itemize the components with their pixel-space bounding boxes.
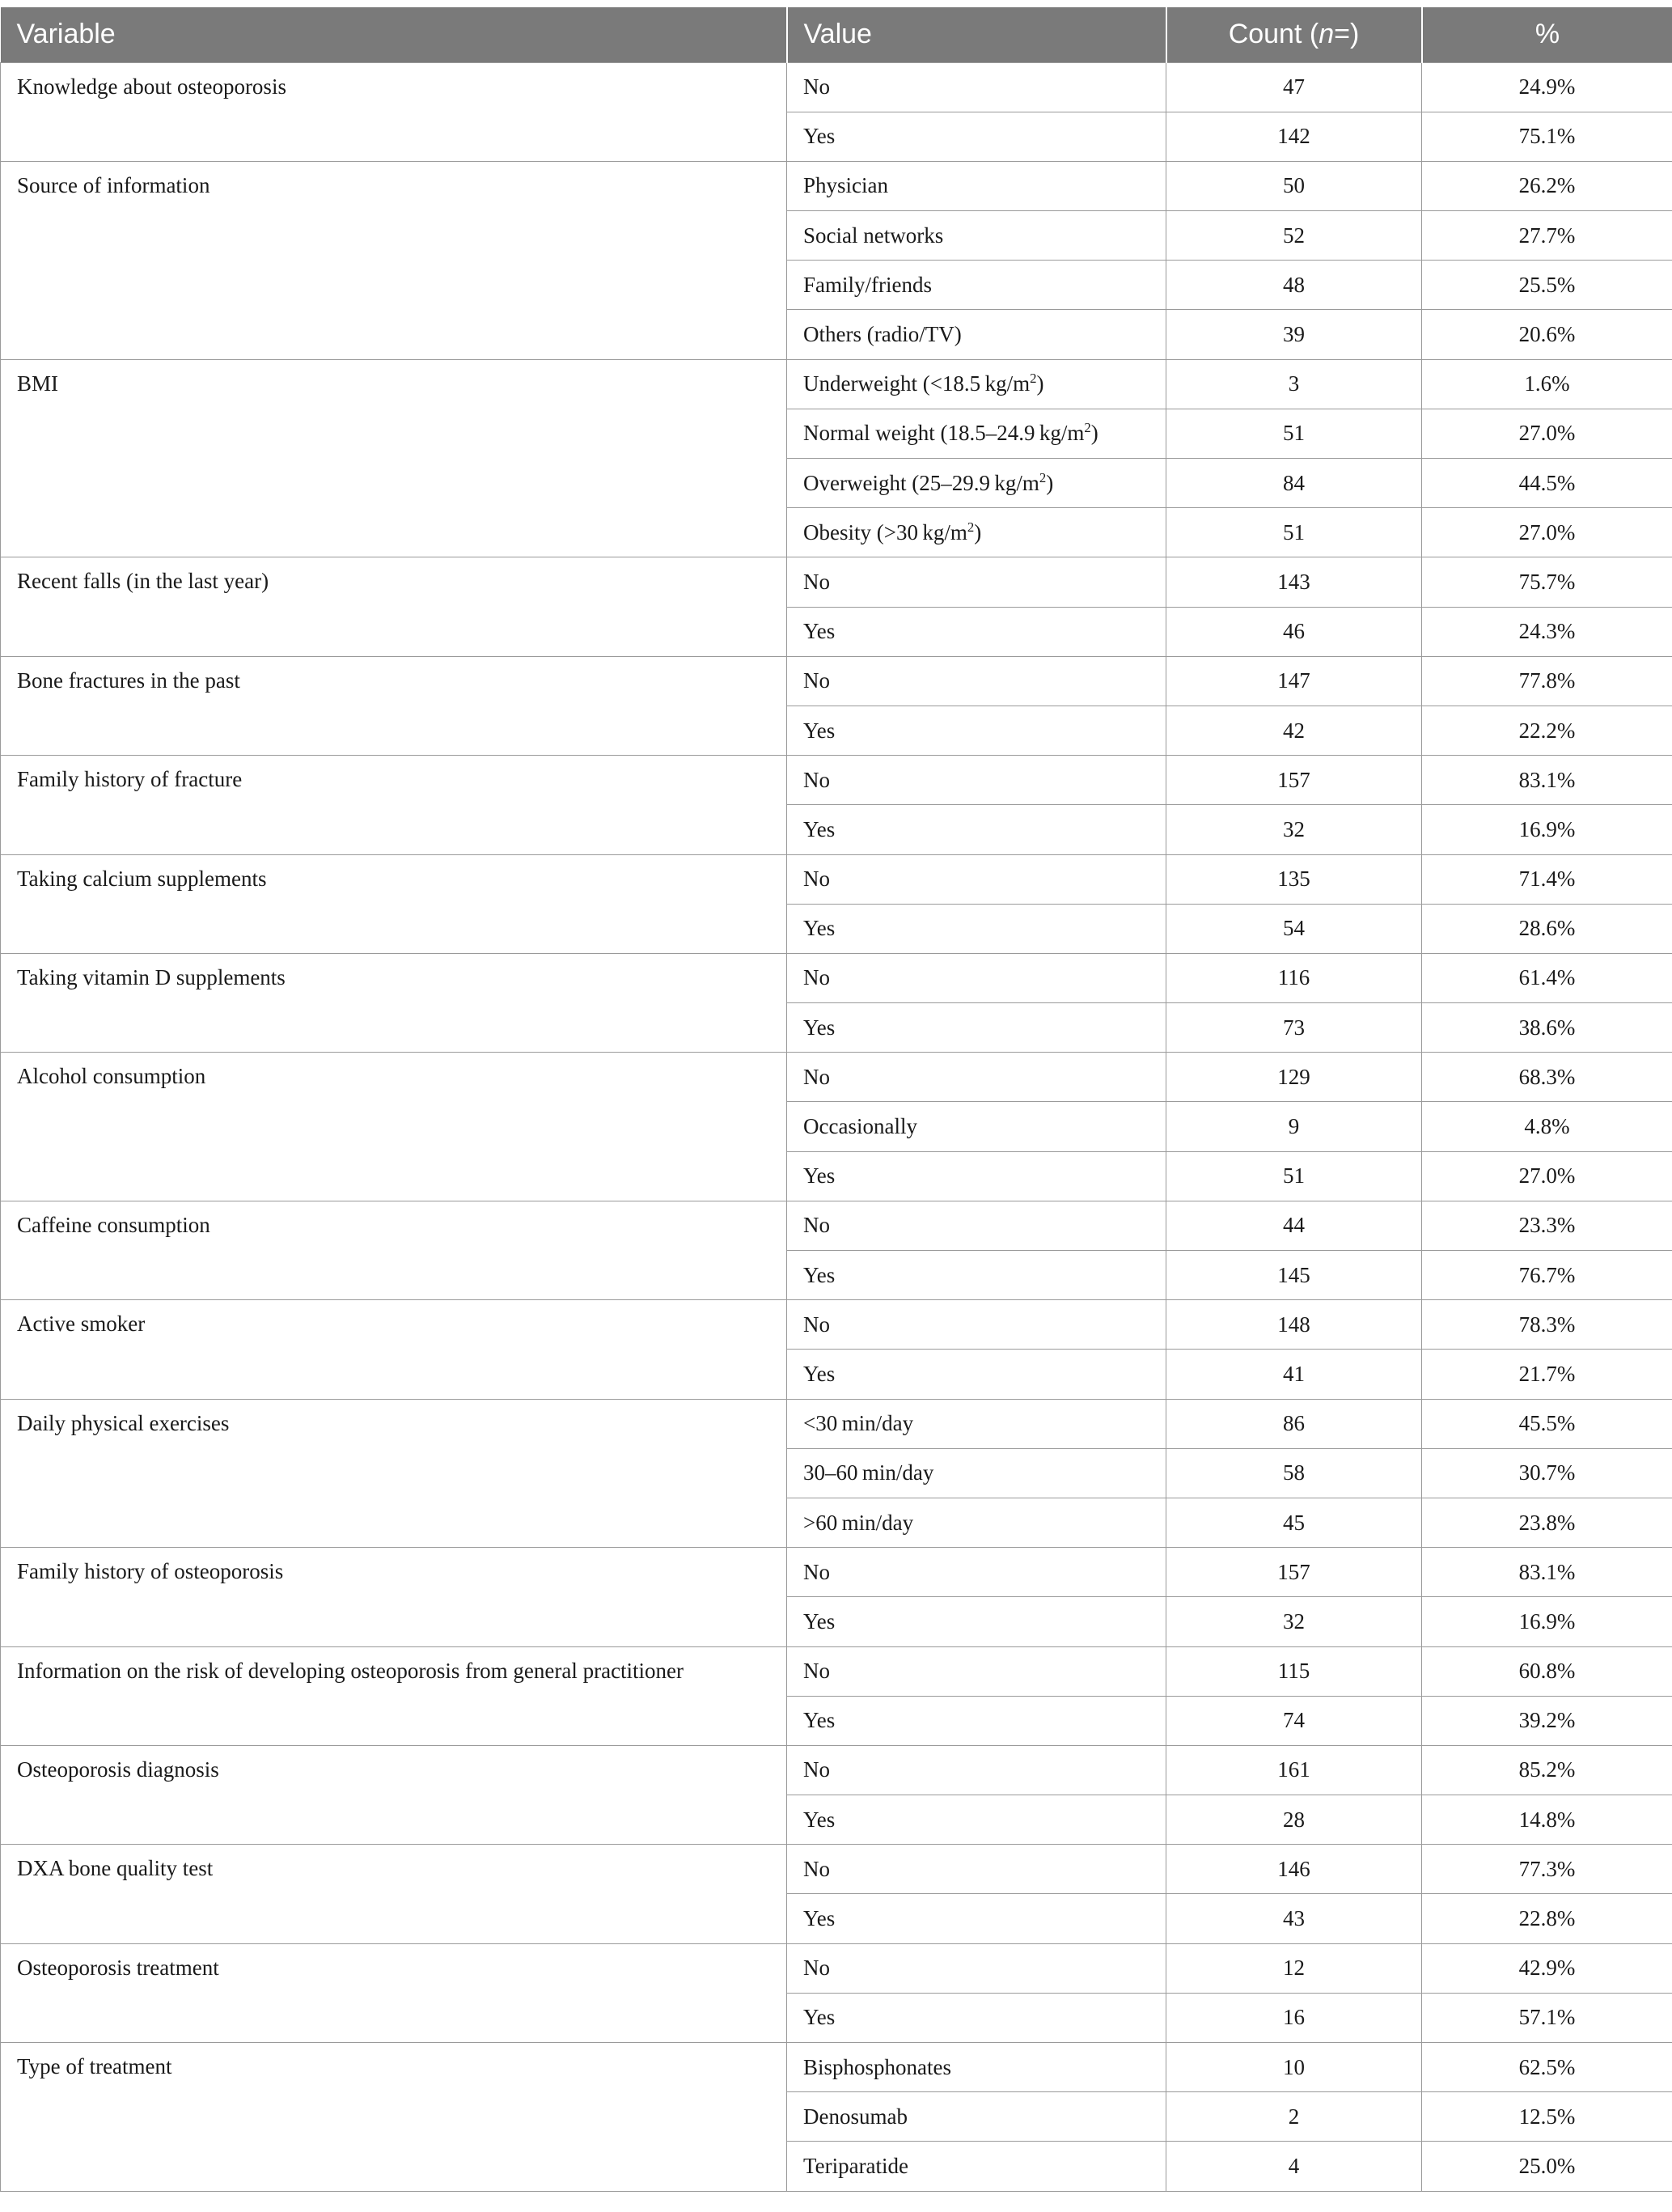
- header-variable: Variable: [16, 19, 116, 50]
- percent-cell: 24.3%: [1422, 607, 1672, 656]
- variable-cell: DXA bone quality test: [1, 1845, 787, 1943]
- value-cell: [787, 1151, 1166, 1201]
- count-cell: 142: [1166, 112, 1422, 161]
- value-text: No: [803, 1956, 830, 1981]
- header-count: [1166, 7, 1422, 62]
- value-text: Family/friends: [803, 272, 932, 297]
- variable-cell: Family history of fracture: [1, 756, 787, 854]
- count-cell: 52: [1166, 211, 1422, 261]
- value-text: <30 min/day: [803, 1411, 914, 1436]
- table-header: [1, 7, 1672, 62]
- value-text: No: [803, 867, 830, 892]
- value-text: Yes: [803, 816, 836, 841]
- variable-cell: Daily physical exercises: [1, 1399, 787, 1548]
- value-text: Yes: [803, 718, 836, 743]
- percent-cell: 42.9%: [1422, 1943, 1672, 1993]
- value-cell: [787, 1993, 1166, 2042]
- value-text: No: [803, 74, 830, 100]
- value-text: Yes: [803, 1015, 836, 1040]
- value-cell: [787, 756, 1166, 805]
- value-cell: [787, 2043, 1166, 2092]
- table-row: [1, 1745, 1672, 1795]
- percent-cell: 71.4%: [1422, 854, 1672, 904]
- value-cell: [787, 508, 1166, 557]
- value-cell: [787, 1646, 1166, 1696]
- table-row: [1, 161, 1672, 210]
- value-cell: [787, 1548, 1166, 1597]
- percent-cell: 23.3%: [1422, 1201, 1672, 1250]
- value-cell: [787, 1795, 1166, 1845]
- value-cell: [787, 62, 1166, 112]
- percent-cell: 25.0%: [1422, 2142, 1672, 2191]
- percent-cell: 14.8%: [1422, 1795, 1672, 1845]
- percent-cell: 39.2%: [1422, 1696, 1672, 1745]
- value-cell: [787, 459, 1166, 508]
- count-cell: 2: [1166, 2092, 1422, 2142]
- table-row: [1, 656, 1672, 706]
- header-count-n: n: [1319, 19, 1335, 50]
- value-text: No: [803, 1559, 830, 1584]
- count-cell: 28: [1166, 1795, 1422, 1845]
- value-text: No: [803, 1064, 830, 1089]
- percent-cell: 83.1%: [1422, 1548, 1672, 1597]
- value-text: Teriparatide: [803, 2153, 909, 2178]
- percent-cell: 25.5%: [1422, 261, 1672, 310]
- value-superscript: 2: [1030, 371, 1037, 387]
- percent-cell: 20.6%: [1422, 310, 1672, 359]
- value-cell: [787, 1300, 1166, 1350]
- count-cell: 45: [1166, 1498, 1422, 1547]
- value-text: No: [803, 569, 830, 594]
- value-cell: [787, 1102, 1166, 1151]
- value-text: Denosumab: [803, 2104, 908, 2129]
- count-cell: 12: [1166, 1943, 1422, 1993]
- table-row: [1, 1300, 1672, 1350]
- table-row: [1, 953, 1672, 1002]
- value-cell: [787, 409, 1166, 458]
- percent-cell: 22.2%: [1422, 706, 1672, 755]
- percent-cell: 38.6%: [1422, 1003, 1672, 1053]
- variable-cell: Recent falls (in the last year): [1, 557, 787, 656]
- variable-cell: BMI: [1, 359, 787, 557]
- value-text: Obesity (>30 kg/m: [803, 519, 967, 545]
- table-row: [1, 756, 1672, 805]
- table-body: [1, 62, 1672, 2191]
- value-text: Yes: [803, 1608, 836, 1634]
- value-cell: [787, 310, 1166, 359]
- value-text: Yes: [803, 619, 836, 644]
- count-cell: 32: [1166, 1597, 1422, 1646]
- percent-cell: 57.1%: [1422, 1993, 1672, 2042]
- value-text: Yes: [803, 916, 836, 941]
- value-cell: [787, 359, 1166, 409]
- percent-cell: 28.6%: [1422, 904, 1672, 953]
- value-cell: [787, 557, 1166, 607]
- percent-cell: 27.0%: [1422, 409, 1672, 458]
- value-superscript: 2: [1039, 469, 1047, 485]
- value-cell: [787, 211, 1166, 261]
- value-superscript: 2: [1084, 420, 1091, 436]
- count-cell: 73: [1166, 1003, 1422, 1053]
- count-cell: 46: [1166, 607, 1422, 656]
- value-text: Yes: [803, 1807, 836, 1832]
- count-cell: 161: [1166, 1745, 1422, 1795]
- count-cell: 50: [1166, 161, 1422, 210]
- value-cell: [787, 656, 1166, 706]
- value-cell: [787, 904, 1166, 953]
- table-row: [1, 1943, 1672, 1993]
- data-table-container: [0, 7, 1672, 2192]
- value-text: Yes: [803, 1708, 836, 1733]
- percent-cell: 62.5%: [1422, 2043, 1672, 2092]
- table-row: [1, 1845, 1672, 1894]
- table-row: [1, 1053, 1672, 1102]
- value-text: Normal weight (18.5–24.9 kg/m: [803, 421, 1085, 446]
- variable-cell: Taking vitamin D supplements: [1, 953, 787, 1052]
- count-cell: 41: [1166, 1350, 1422, 1399]
- value-cell: [787, 2092, 1166, 2142]
- value-cell: [787, 1597, 1166, 1646]
- percent-cell: 21.7%: [1422, 1350, 1672, 1399]
- value-cell: [787, 1845, 1166, 1894]
- variable-cell: Alcohol consumption: [1, 1053, 787, 1201]
- percent-cell: 27.7%: [1422, 211, 1672, 261]
- percent-cell: 85.2%: [1422, 1745, 1672, 1795]
- percent-cell: 16.9%: [1422, 805, 1672, 854]
- percent-cell: 26.2%: [1422, 161, 1672, 210]
- percent-cell: 77.3%: [1422, 1845, 1672, 1894]
- value-suffix: ): [1046, 470, 1054, 495]
- table-row: [1, 1548, 1672, 1597]
- variable-cell: Osteoporosis diagnosis: [1, 1745, 787, 1844]
- variable-cell: Knowledge about osteoporosis: [1, 62, 787, 161]
- value-text: 30–60 min/day: [803, 1460, 934, 1485]
- count-cell: 39: [1166, 310, 1422, 359]
- variable-cell: Type of treatment: [1, 2043, 787, 2192]
- percent-cell: 30.7%: [1422, 1448, 1672, 1498]
- value-text: Occasionally: [803, 1114, 917, 1139]
- table-row: [1, 2043, 1672, 2092]
- count-cell: 147: [1166, 656, 1422, 706]
- count-cell: 47: [1166, 62, 1422, 112]
- count-cell: 146: [1166, 1845, 1422, 1894]
- value-cell: [787, 607, 1166, 656]
- value-text: No: [803, 1213, 830, 1238]
- percent-cell: 23.8%: [1422, 1498, 1672, 1547]
- count-cell: 148: [1166, 1300, 1422, 1350]
- count-cell: 54: [1166, 904, 1422, 953]
- percent-cell: 27.0%: [1422, 508, 1672, 557]
- value-cell: [787, 1201, 1166, 1250]
- value-cell: [787, 1350, 1166, 1399]
- value-cell: [787, 261, 1166, 310]
- header-value: Value: [787, 7, 1166, 62]
- percent-cell: 44.5%: [1422, 459, 1672, 508]
- count-cell: 74: [1166, 1696, 1422, 1745]
- percent-cell: 60.8%: [1422, 1646, 1672, 1696]
- count-cell: 115: [1166, 1646, 1422, 1696]
- variable-cell: Bone fractures in the past: [1, 656, 787, 755]
- count-cell: 44: [1166, 1201, 1422, 1250]
- table-row: [1, 62, 1672, 112]
- count-cell: 9: [1166, 1102, 1422, 1151]
- value-text: No: [803, 1856, 830, 1881]
- percent-cell: 68.3%: [1422, 1053, 1672, 1102]
- variable-cell: Information on the risk of developing osteoporosis from general practitioner: [1, 1646, 787, 1745]
- value-text: Physician: [803, 173, 888, 198]
- count-cell: 48: [1166, 261, 1422, 310]
- value-text: Overweight (25–29.9 kg/m: [803, 470, 1039, 495]
- value-cell: [787, 706, 1166, 755]
- value-text: Yes: [803, 2005, 836, 2030]
- value-text: Others (radio/TV): [803, 322, 962, 347]
- value-cell: [787, 2142, 1166, 2191]
- count-cell: 10: [1166, 2043, 1422, 2092]
- percent-cell: 77.8%: [1422, 656, 1672, 706]
- table-row: [1, 359, 1672, 409]
- value-cell: [787, 1003, 1166, 1053]
- percent-cell: 1.6%: [1422, 359, 1672, 409]
- header-percent: %: [1422, 7, 1672, 62]
- percent-cell: 45.5%: [1422, 1399, 1672, 1448]
- value-suffix: ): [1036, 371, 1044, 396]
- percent-cell: 75.1%: [1422, 112, 1672, 161]
- value-text: No: [803, 1312, 830, 1337]
- variable-cell: Caffeine consumption: [1, 1201, 787, 1299]
- percent-cell: 61.4%: [1422, 953, 1672, 1002]
- value-text: >60 min/day: [803, 1510, 914, 1535]
- value-text: Yes: [803, 1262, 836, 1287]
- percent-cell: 83.1%: [1422, 756, 1672, 805]
- count-cell: 42: [1166, 706, 1422, 755]
- value-suffix: ): [1090, 421, 1098, 446]
- percent-cell: 27.0%: [1422, 1151, 1672, 1201]
- percent-cell: 4.8%: [1422, 1102, 1672, 1151]
- count-cell: 3: [1166, 359, 1422, 409]
- percent-cell: 76.7%: [1422, 1251, 1672, 1300]
- table-row: [1, 1646, 1672, 1696]
- value-cell: [787, 953, 1166, 1002]
- value-cell: [787, 1448, 1166, 1498]
- count-cell: 51: [1166, 508, 1422, 557]
- count-cell: 51: [1166, 409, 1422, 458]
- value-text: No: [803, 668, 830, 693]
- value-cell: [787, 161, 1166, 210]
- value-cell: [787, 1894, 1166, 1943]
- count-cell: 32: [1166, 805, 1422, 854]
- header-count-suffix: =): [1334, 19, 1360, 50]
- value-text: Underweight (<18.5 kg/m: [803, 371, 1031, 396]
- value-text: Yes: [803, 124, 836, 149]
- value-superscript: 2: [967, 519, 975, 535]
- value-cell: [787, 1251, 1166, 1300]
- count-cell: 157: [1166, 756, 1422, 805]
- value-cell: [787, 1943, 1166, 1993]
- percent-cell: 78.3%: [1422, 1300, 1672, 1350]
- value-text: Yes: [803, 1906, 836, 1931]
- osteoporosis-survey-table: [0, 7, 1672, 2192]
- count-cell: 43: [1166, 1894, 1422, 1943]
- percent-cell: 16.9%: [1422, 1597, 1672, 1646]
- value-text: No: [803, 767, 830, 792]
- count-cell: 86: [1166, 1399, 1422, 1448]
- table-row: [1, 854, 1672, 904]
- count-cell: 16: [1166, 1993, 1422, 2042]
- percent-cell: 12.5%: [1422, 2092, 1672, 2142]
- count-cell: 4: [1166, 2142, 1422, 2191]
- value-text: Yes: [803, 1361, 836, 1386]
- value-cell: [787, 1696, 1166, 1745]
- count-cell: 145: [1166, 1251, 1422, 1300]
- count-cell: 51: [1166, 1151, 1422, 1201]
- variable-cell: Active smoker: [1, 1300, 787, 1399]
- value-cell: [787, 805, 1166, 854]
- variable-cell: Taking calcium supplements: [1, 854, 787, 953]
- percent-cell: 75.7%: [1422, 557, 1672, 607]
- value-cell: [787, 112, 1166, 161]
- count-cell: 129: [1166, 1053, 1422, 1102]
- value-text: No: [803, 1659, 830, 1684]
- count-cell: 116: [1166, 953, 1422, 1002]
- table-row: [1, 1201, 1672, 1250]
- count-cell: 143: [1166, 557, 1422, 607]
- header-count-prefix: Count (: [1228, 19, 1319, 50]
- count-cell: 58: [1166, 1448, 1422, 1498]
- variable-cell: Osteoporosis treatment: [1, 1943, 787, 2042]
- value-text: Bisphosphonates: [803, 2054, 952, 2079]
- variable-cell: Family history of osteoporosis: [1, 1548, 787, 1646]
- variable-cell: Source of information: [1, 161, 787, 359]
- table-row: [1, 1399, 1672, 1448]
- value-cell: [787, 1053, 1166, 1102]
- value-suffix: ): [974, 519, 982, 545]
- value-text: No: [803, 965, 830, 990]
- value-text: Social networks: [803, 222, 944, 248]
- value-text: No: [803, 1757, 830, 1782]
- header-row: [1, 7, 1672, 62]
- value-cell: [787, 854, 1166, 904]
- count-cell: 135: [1166, 854, 1422, 904]
- percent-cell: 22.8%: [1422, 1894, 1672, 1943]
- value-text: Yes: [803, 1163, 836, 1189]
- value-cell: [787, 1498, 1166, 1547]
- value-cell: [787, 1745, 1166, 1795]
- count-cell: 157: [1166, 1548, 1422, 1597]
- percent-cell: 24.9%: [1422, 62, 1672, 112]
- table-row: [1, 557, 1672, 607]
- value-cell: [787, 1399, 1166, 1448]
- count-cell: 84: [1166, 459, 1422, 508]
